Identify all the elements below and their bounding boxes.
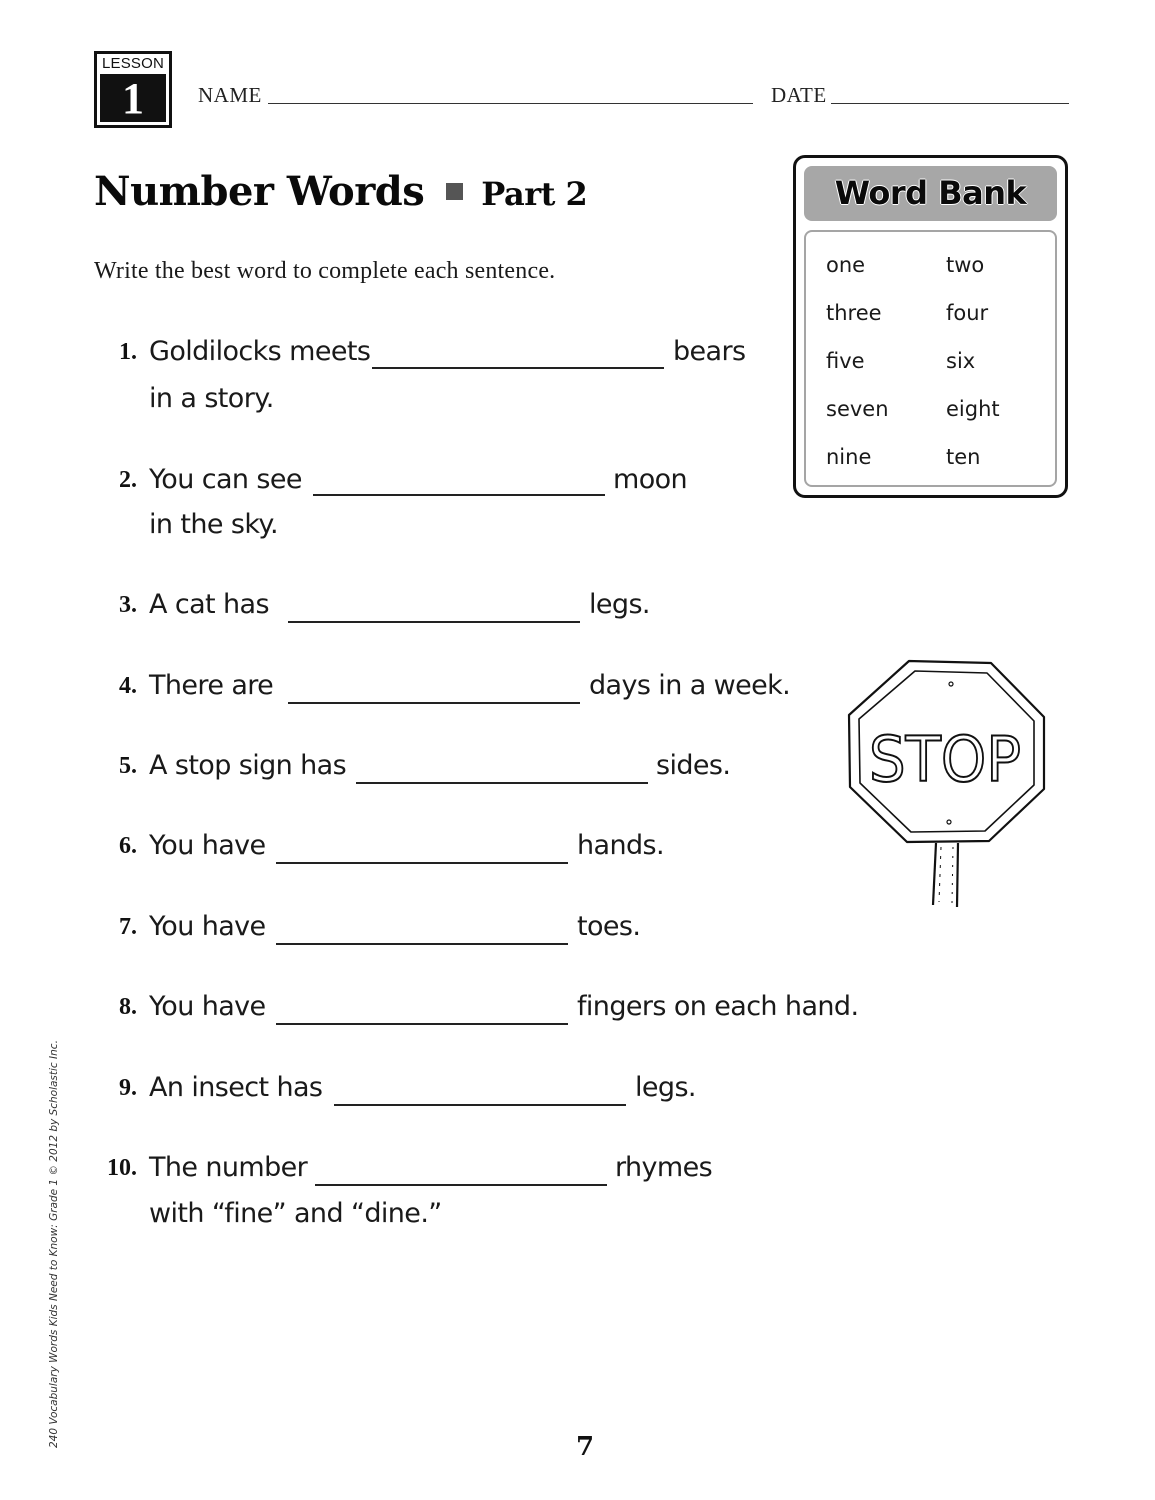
question-text-before: An insect has	[149, 1072, 323, 1103]
stop-sign-text: STOP	[869, 723, 1021, 796]
question-text-after: days in a week.	[589, 670, 791, 701]
name-label: NAME	[198, 83, 262, 107]
question-number: 4.	[119, 673, 137, 699]
question-number: 10.	[107, 1155, 137, 1181]
word-bank-word: three	[826, 301, 882, 325]
name-field[interactable]	[268, 103, 753, 104]
word-bank-word: two	[946, 253, 985, 277]
question-8	[0, 982, 900, 1032]
question-text-before: You have	[149, 830, 266, 861]
word-bank-word: ten	[946, 445, 981, 469]
question-text-before: The number	[149, 1152, 308, 1183]
question-text-after: rhymes	[615, 1152, 713, 1183]
square-bullet-icon	[446, 183, 463, 200]
question-number: 3.	[119, 592, 137, 618]
copyright-notice: 240 Vocabulary Words Kids Need to Know: Grade 1 © 2012 by Scholastic Inc.	[48, 1040, 60, 1448]
question-3	[0, 580, 900, 630]
word-bank-word: nine	[826, 445, 872, 469]
question-text-after: toes.	[577, 911, 641, 942]
question-number: 2.	[119, 467, 137, 493]
word-bank-word: five	[826, 349, 865, 373]
question-text-after: moon	[613, 464, 688, 495]
question-2	[0, 455, 900, 540]
question-10	[0, 1143, 900, 1229]
question-text-continuation: in the sky.	[149, 509, 278, 540]
question-number: 5.	[119, 753, 137, 779]
question-text-before: Goldilocks meets	[149, 336, 371, 367]
question-text-after: bears	[673, 336, 746, 367]
answer-blank[interactable]	[356, 782, 648, 784]
date-field[interactable]	[831, 103, 1069, 104]
question-4	[0, 661, 900, 711]
question-text-before: You have	[149, 991, 266, 1022]
word-bank-header	[804, 166, 1057, 221]
question-text-continuation: in a story.	[149, 383, 274, 414]
stop-sign-icon	[845, 657, 1050, 912]
question-number: 6.	[119, 833, 137, 859]
word-bank-word: six	[946, 349, 976, 373]
answer-blank[interactable]	[288, 702, 580, 704]
answer-blank[interactable]	[313, 494, 605, 496]
question-text-before: A stop sign has	[149, 750, 347, 781]
question-number: 8.	[119, 994, 137, 1020]
word-bank-word: one	[826, 253, 866, 277]
question-text-after: legs.	[635, 1072, 696, 1103]
question-6	[0, 821, 900, 871]
question-number: 1.	[119, 339, 137, 365]
answer-blank[interactable]	[276, 1023, 568, 1025]
question-text-before: You have	[149, 911, 266, 942]
page-number: 7	[575, 1432, 595, 1462]
answer-blank[interactable]	[276, 862, 568, 864]
question-text-after: sides.	[656, 750, 731, 781]
answer-blank[interactable]	[315, 1184, 607, 1186]
question-text-before: There are	[149, 670, 274, 701]
answer-blank[interactable]	[334, 1104, 626, 1106]
answer-blank[interactable]	[288, 621, 580, 623]
word-bank-title: Word Bank	[834, 174, 1027, 212]
answer-blank[interactable]	[276, 943, 568, 945]
word-bank-word: eight	[946, 397, 1000, 421]
word-bank-word: four	[946, 301, 989, 325]
question-number: 7.	[119, 914, 137, 940]
answer-blank[interactable]	[372, 367, 664, 369]
instructions: Write the best word to complete each sentence.	[94, 258, 556, 284]
title-main: Number Words	[94, 168, 425, 215]
question-text-after: hands.	[577, 830, 664, 861]
question-5	[0, 741, 900, 791]
page-title	[94, 168, 587, 215]
question-number: 9.	[119, 1075, 137, 1101]
date-label: DATE	[771, 83, 827, 107]
question-text-after: fingers on each hand.	[577, 991, 859, 1022]
lesson-badge	[94, 51, 172, 128]
question-text-after: legs.	[589, 589, 650, 620]
question-text-before: A cat has	[149, 589, 269, 620]
lesson-number: 1	[100, 74, 166, 122]
question-text-before: You can see	[149, 464, 302, 495]
lesson-label: LESSON	[101, 55, 165, 72]
word-bank-word: seven	[826, 397, 889, 421]
question-9	[0, 1063, 900, 1113]
question-7	[0, 902, 900, 952]
title-part: Part 2	[481, 175, 588, 213]
question-text-continuation: with “fine” and “dine.”	[149, 1198, 442, 1229]
